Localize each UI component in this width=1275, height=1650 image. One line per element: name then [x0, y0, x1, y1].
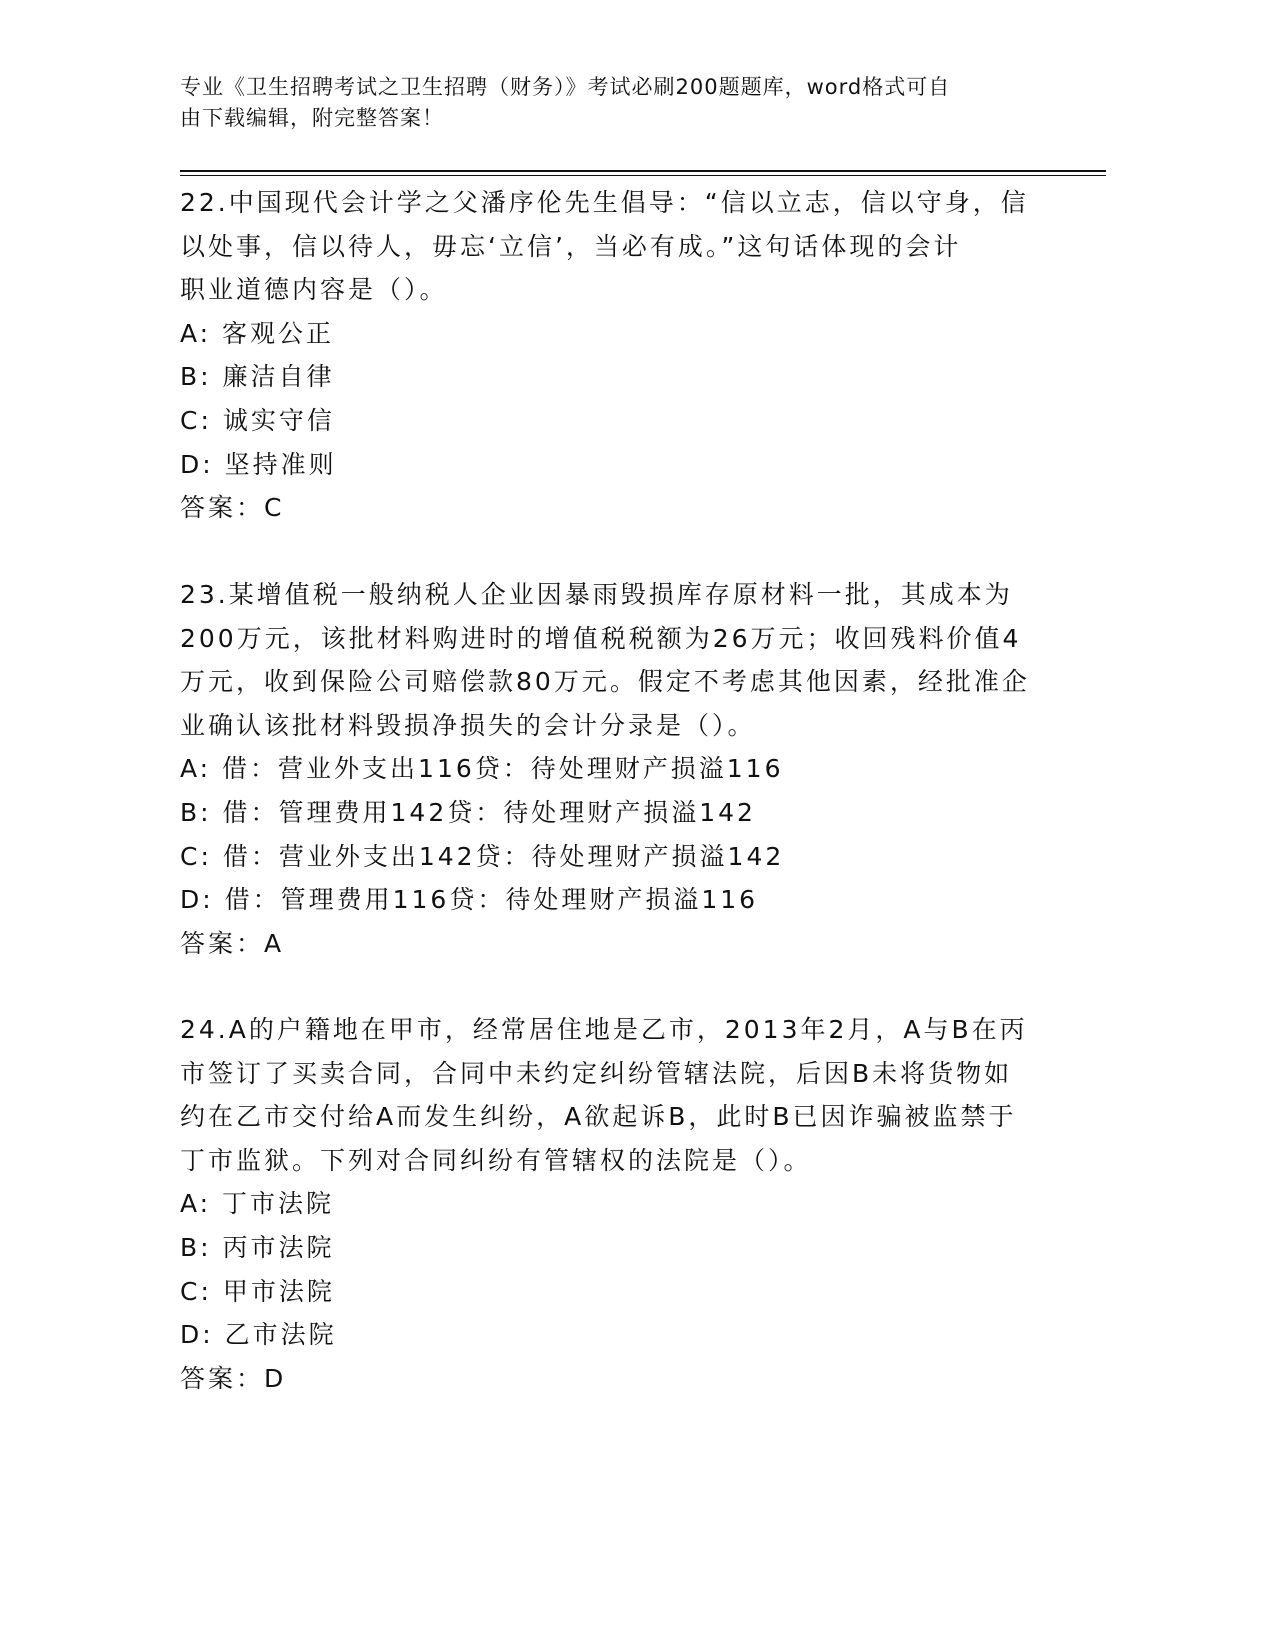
option-a: A: 客观公正 — [180, 318, 335, 348]
option-b: B: 廉洁自律 — [180, 362, 335, 392]
header-divider-thick — [180, 170, 1106, 172]
option-d: D: 借：管理费用116贷：待处理财产损溢116 — [180, 885, 759, 915]
header-line: 由下载编辑，附完整答案！ — [180, 106, 444, 130]
question-stem-line: 市签订了买卖合同，合同中未约定纠纷管辖法院，后因B未将货物如 — [180, 1058, 1013, 1088]
option-d: D: 坚持准则 — [180, 449, 337, 479]
option-a: A: 借：营业外支出116贷：待处理财产损溢116 — [180, 754, 784, 784]
option-c: C: 诚实守信 — [180, 405, 335, 435]
option-b: B: 丙市法院 — [180, 1232, 335, 1262]
question-stem-line: 23.某增值税一般纳税人企业因暴雨毁损库存原材料一批，其成本为 — [180, 580, 1013, 609]
option-a: A: 丁市法院 — [180, 1189, 335, 1219]
question-stem-line: 万元，收到保险公司赔偿款80万元。假定不考虑其他因素，经批准企 — [180, 667, 1030, 697]
question-stem-line: 职业道德内容是（）。 — [180, 275, 448, 305]
document-header — [180, 72, 950, 134]
question-stem-line: 22.中国现代会计学之父潘序伦先生倡导：“信以立志，信以守身，信 — [180, 188, 1029, 217]
question-22 — [180, 181, 1029, 530]
option-c: C: 借：营业外支出142贷：待处理财产损溢142 — [180, 841, 785, 871]
option-b: B: 借：管理费用142贷：待处理财产损溢142 — [180, 797, 756, 827]
header-line: 专业《卫生招聘考试之卫生招聘（财务）》考试必刷200题题库，word格式可自 — [180, 75, 951, 99]
answer: 答案：A — [180, 928, 285, 958]
question-23 — [180, 573, 1030, 965]
question-stem-line: 200万元，该批材料购进时的增值税税额为26万元；收回残料价值4 — [180, 623, 1022, 653]
question-stem-line: 以处事，信以待人，毋忘‘立信’，当必有成。”这句话体现的会计 — [180, 231, 962, 261]
question-24 — [180, 1008, 1028, 1400]
question-stem-line: 约在乙市交付给A而发生纠纷，A欲起诉B，此时B已因诈骗被监禁于 — [180, 1102, 1017, 1132]
question-stem-line: 业确认该批材料毁损净损失的会计分录是（）。 — [180, 710, 756, 740]
question-stem-line: 丁市监狱。下列对合同纠纷有管辖权的法院是（）。 — [180, 1145, 812, 1175]
option-d: D: 乙市法院 — [180, 1320, 337, 1350]
question-stem-line: 24.A的户籍地在甲市，经常居住地是乙市，2013年2月，A与B在丙 — [180, 1015, 1028, 1044]
answer: 答案：C — [180, 493, 285, 523]
option-c: C: 甲市法院 — [180, 1276, 335, 1306]
answer: 答案：D — [180, 1363, 287, 1393]
header-divider-thin — [180, 175, 1106, 176]
